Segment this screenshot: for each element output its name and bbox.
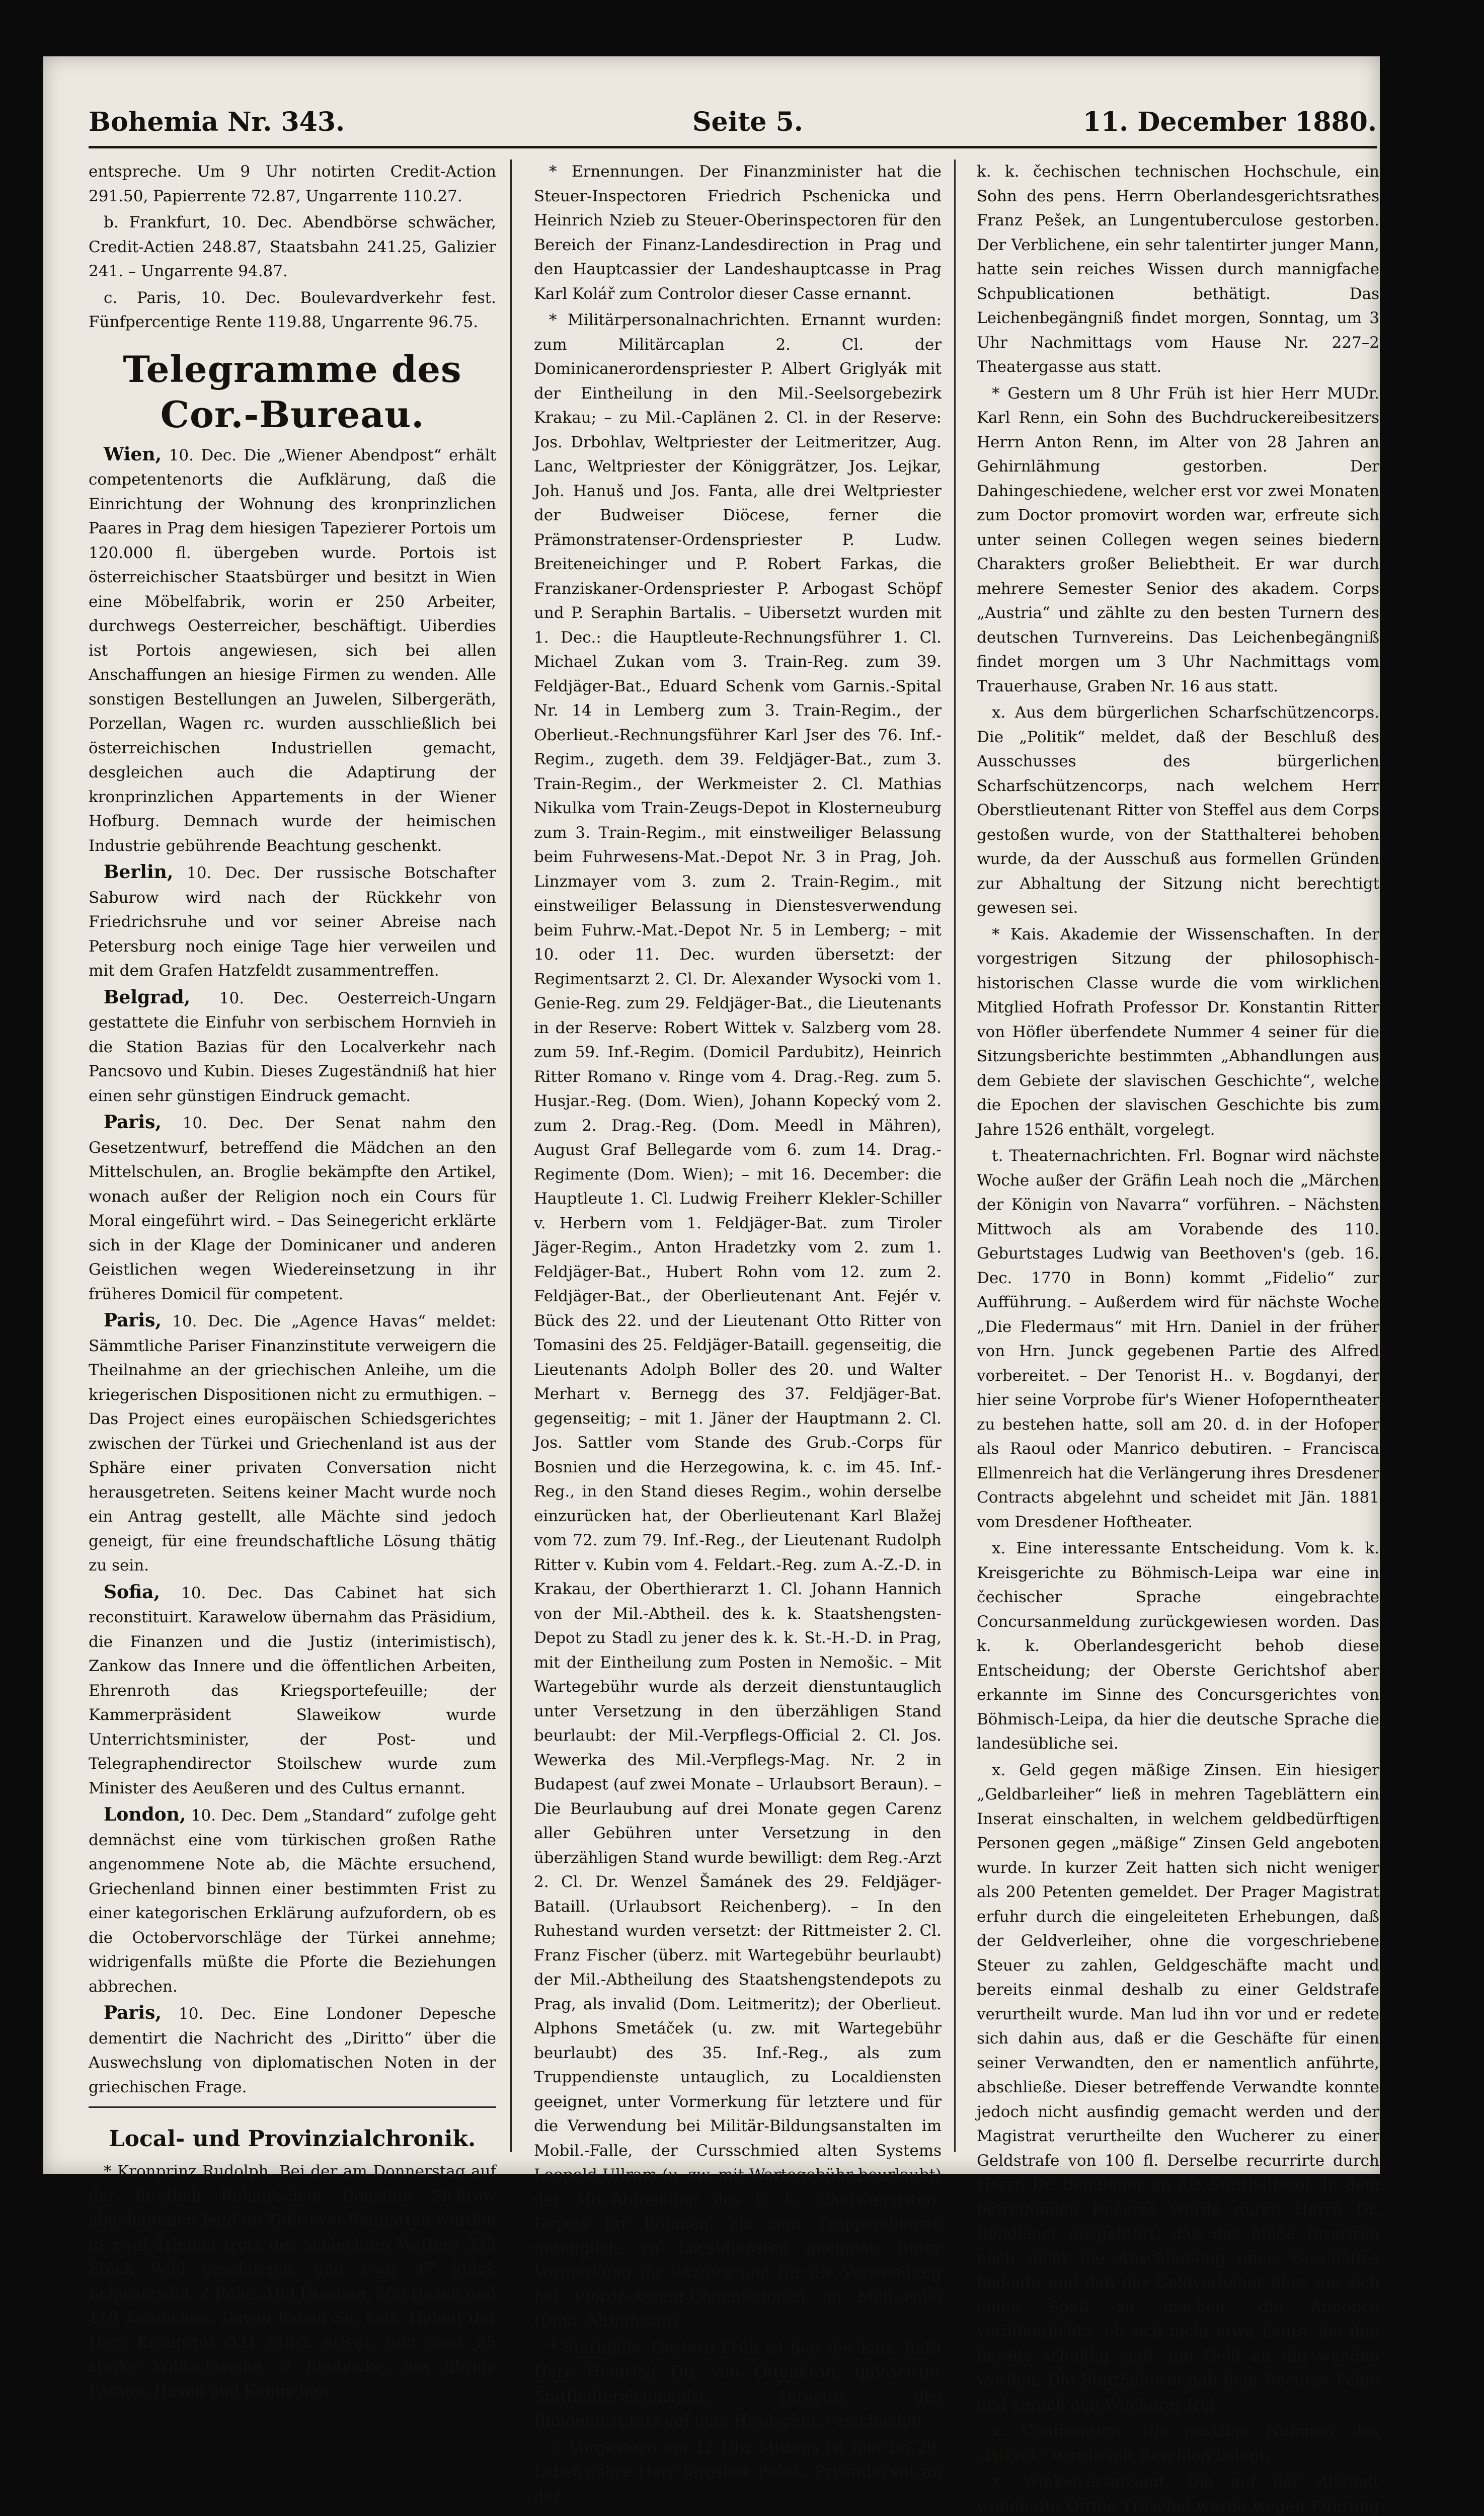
header-page-number: Seite 5. [692,107,803,137]
header-date: 11. December 1880. [1082,107,1377,137]
telegram-text: 10. Dec. Die „Agence Havas“ meldet: Sämmtliche Pariser Finanzinstitute verweigern die Theilnahme an der griechischen Anleihe, um die kriegerischen Dispositionen nicht zu ermuthigen. – Das Project eines europäischen Schiedsgerichtes zwischen der Türkei und Griechenland ist aus der Sphäre einer privaten Conversation nicht herausgetreten. Seitens keiner Macht wurde noch ein Antrag gestellt, alle Mächte sind jedoch geneigt, für eine freundschaftliche Lösung thätig zu sein. [89,1312,496,1575]
market-report: entspreche. Um 9 Uhr notirten Credit-Action 291.50, Papierrente 72.87, Ungarrente 110.27. [89,163,496,205]
telegram-item [89,860,496,983]
telegram-item [89,1110,496,1306]
news-item: x. Confiscation. Die gestrige Nummer des „Pokrok“ wurde mit Beschlag belegt. [977,2422,1379,2465]
telegram-item [89,1802,496,1999]
telegram-text: 10. Dec. Das Cabinet hat sich reconstituirt. Karawelow übernahm das Präsidium, die Finanzen und die Justiz (interimistisch), Zankow das Innere und die öffentlichen Arbeiten, Ehrenroth das Kriegsportefeuille; der Kammerpräsident Slaweikow wurde Unterrichtsminister, der Post- und Telegraphendirector Stoilschew wurde zum Minister des Aeußeren und des Cultus ernannt. [89,1584,497,1797]
telegram-text: 10. Dec. Der Senat nahm den Gesetzentwurf, betreffend die Mädchen an den Mittelschulen, an. Broglie bekämpfte den Artikel, wonach außer der Religion noch ein Cours für Moral eingeführt wird. – Das Seinegericht erklärte sich in der Klage der Dominicaner und anderen Geistlichen wegen Wiedereinsetzung in ihr früheres Domicil für competent. [89,1114,496,1303]
telegram-item [89,2001,496,2099]
header-issue: Bohemia Nr. 343. [89,107,345,137]
column-1 [89,160,497,2400]
local-news-item: * Kronprinz Rudolph. Bei der am Donnerstag auf der fürstlich Rohan'schen Domaine Sichrow abgehaltenen Jagd im Zehrower Saugarten wurden in zwei Trieben trotz des schlechten Wetters 333 Stück Wild geschossen, und zwar 47 Stück Schwarzwild, 2 Rehe, 169 Fasanen, 505 Hasen und 110 Kaninchen. Davon haben Se. kais. Hoheit der Herr Kronprinz 331 Stück erlegt, und zwar 25 starke Wildschweine, 2 Rehböcke, das übrige Fasane, Hasen und Kaninchen. [89,2162,496,2400]
news-item: x. Vorgestern um 12 Uhr Mittags ist hier im 29. Lebensjahre Herr Jaroslaw Pešek, Privatdocent an der [534,2438,942,2505]
market-report: b. Frankfurt, 10. Dec. Abendbörse schwächer, Credit-Actien 248.87, Staatsbahn 241.25, Galizier 241. – Ungarrente 94.87. [89,213,496,280]
market-report: c. Paris, 10. Dec. Boulevardverkehr fest. Fünfpercentige Rente 119.88, Ungarrente 96.75. [89,288,496,331]
telegram-item [89,1580,496,1801]
telegram-place: Sofia, [104,1581,161,1603]
section-heading-local: Local- und Provinzialchronik. [109,2126,476,2152]
telegram-place: Wien, [104,443,162,465]
news-item: x. Eine interessante Entscheidung. Vom k. k. Kreisgerichte zu Böhmisch-Leipa war eine in čechischer Sprache eingebrachte Concursanmeldung zurückgewiesen worden. Das k. k. Oberlandesgericht behob diese Entscheidung; der Oberste Gerichtshof aber erkannte im Sinne des Concursgerichtes von Böhmisch-Leipa, da hier die deutsche Sprache die landesübliche sei. [977,1539,1379,1753]
news-item: * Militärpersonalnachrichten. Ernannt wurden: zum Militärcaplan 2. Cl. der Dominicanerordenspriester P. Albert Griglyák mit der Eintheilung in den Mil.-Seelsorgebezirk Krakau; – zu Mil.-Caplänen 2. Cl. in der Reserve: Jos. Drbohlav, Weltpriester der Leitmeritzer, Aug. Lanc, Weltpriester der Königgrätzer, Jos. Lejkar, Joh. Hanuš und Jos. Fanta, alle drei Weltpriester der Budweiser Diöcese, ferner die Prämonstratenser-Ordenspriester P. Ludw. Breiteneichinger und P. Robert Farkas, die Franziskaner-Ordenspriester P. Arbogast Schöpf und P. Seraphin Bartalis. – Uibersetzt wurden mit 1. Dec.: die Hauptleute-Rechnungsführer 1. Cl. Michael Zukan vom 3. Train-Reg. zum 39. Feldjäger-Bat., Eduard Schenk vom Garnis.-Spital Nr. 14 in Lemberg zum 3. Train-Regim., der Oberlieut.-Rechnungsführer Karl Jser des 76. Inf.-Regim., zugeth. dem 39. Feldjäger-Bat., zum 3. Train-Regim., der Werkmeister 2. Cl. Mathias Nikulka vom Train-Zeugs-Depot in Klosterneuburg zum 3. Train-Regim., mit einstweiliger Belassung beim Fuhrwesens-Mat.-Depot Nr. 3 in Prag, Joh. Linzmayer vom 3. zum 2. Train-Regim., mit einstweiliger Belassung in Dienstesverwendung beim Fuhrw.-Mat.-Depot Nr. 5 in Lemberg; – mit 10. oder 11. Dec. wurden übersetzt: der Regimentsarzt 2. Cl. Dr. Alexander Wysocki vom 1. Genie-Reg. zum 29. Feldjäger-Bat., die Lieutenants in der Reserve: Robert Wittek v. Salzberg vom 28. zum 59. Inf.-Regim. (Domicil Pardubitz), Heinrich Ritter Romano v. Ringe vom 4. Drag.-Reg. zum 5. Husjar.-Reg. (Dom. Wien), Johann Kopecký vom 2. zum 2. Drag.-Reg. (Dom. Meedl in Mähren), August Graf Bellegarde vom 6. zum 14. Drag.-Regimente (Dom. Wien); – mit 16. December: die Hauptleute 1. Cl. Ludwig Freiherr Klekler-Schiller v. Herbern vom 1. Feldjäger-Bat. zum Tiroler Jäger-Regim., Anton Hradetzky vom 2. zum 1. Feldjäger-Bat., Hubert Rohn vom 12. zum 2. Feldjäger-Bat., der Oberlieutenant Ant. Fejér v. Bück des 22. und der Lieutenant Otto Ritter von Tomasini des 25. Feldjäger-Bataill. gegenseitig, die Lieutenants Adolph Boller des 20. und Walter Merhart v. Bernegg des 37. Feldjäger-Bat. gegenseitig; – mit 1. Jäner der Hauptmann 2. Cl. Jos. Sattler vom Stande des Grub.-Corps für Bosnien und die Herzegowina, k. c. im 45. Inf.-Reg., in den Stand dieses Regim., wohin derselbe einzurücken hat, der Oberlieutenant Karl Blažej vom 72. zum 79. Inf.-Reg., der Lieutenant Rudolph Ritter v. Kubin vom 4. Feldart.-Reg. zum A.-Z.-D. in Krakau, der Oberthierarzt 1. Cl. Johann Hannich von der Mil.-Abtheil. des k. k. Staatshengsten-Depot zu Stadl zu jener des k. k. St.-H.-D. in Prag, mit der Eintheilung zum Posten in Nemošic. – Mit Wartegebühr wurde als derzeit dienstuntauglich unter Versetzung in den überzähligen Stand beurlaubt: der Mil.-Verpflegs-Official 2. Cl. Jos. Wewerka des Mil.-Verpflegs-Mag. Nr. 2 in Budapest (auf zwei Monate – Urlaubsort Beraun). – Die Beurlaubung auf drei Monate gegen Carenz aller Gebühren unter Versetzung in den überzähligen Stand wurde bewilligt: dem Reg.-Arzt 2. Cl. Dr. Wenzel Šamánek des 29. Feldjäger-Bataill. (Urlaubsort Reichenberg). – In den Ruhestand wurden versetzt: der Rittmeister 2. Cl. Franz Fischer (überz. mit Wartegebühr beurlaubt) der Mil.-Abtheilung des Staatshengstendepots zu Prag, als invalid (Dom. Leitmeritz); der Oberlieut. Alphons Smetáček (u. zw. mit Wartegebühr beurlaubt) des 35. Inf.-Reg., als zum Truppendienste untauglich, zu Localdiensten geeignet, unter Vormerkung für letztere und für die Verwendung bei Militär-Bildungsanstalten im Mobil.-Falle, der Cursschmied alten Systems Leopold Ullram (u. zw. mit Wartegebühr beurlaubt) der Mil.-Abtheilung des k. k. Staatshengsten-Depots für Böhmen, als zum Truppendienste untauglich, zu Localdiensten geeignet, unter Vormerkung für letztere und für die Verwendung bei Pferde-Assent-Commissionen im Mob.-Falle (Dom. Altbunzlau). [534,311,942,2330]
telegram-text: 10. Dec. Dem „Standard“ zufolge geht demnächst eine vom türkischen großen Rathe angenommene Note ab, die Mächte ersuchend, Griechenland binnen einer bestimmten Frist zu einer kategorischen Erklärung aufzufordern, ob es die Octobervorschläge der Türkei annehme; widrigenfalls müßte die Pforte die Beziehungen abbrechen. [89,1806,496,1996]
column-3 [977,160,1379,2515]
newspaper-page [43,56,1380,2515]
telegram-text: 10. Dec. Der russische Botschafter Saburow wird nach der Rückkehr von Friedrichsruhe und vor seiner Abreise nach Petersburg noch einige Tage hier verweilen und mit dem Grafen Hatzfeldt zusammentreffen. [89,864,496,980]
column-divider-1 [510,160,512,2152]
section-heading-telegrams: Telegramme des Cor.-Bureau. [123,347,462,436]
telegram-text: 10. Dec. Eine Londoner Depesche dementirt die Nachricht des „Diritto“ über die Auswechslung von diplomatischen Noten in der griechischen Frage. [89,2005,497,2096]
news-item: x. Winkelversatzamt. Die auf der Altstadt wohnhafte Ottilie Tröschel wurde wegen Führung [977,2473,1379,2515]
telegram-item [89,1308,496,1578]
page-header [89,87,1377,147]
news-item: * Gestern um 8 Uhr Früh ist hier Herr MUDr. Karl Renn, ein Sohn des Buchdruckereibesitzers Herrn Anton Renn, im Alter von 28 Jahren an Gehirnlähmung gestorben. Der Dahingeschiedene, welcher erst vor zwei Monaten zum Doctor promovirt worden war, erfreute sich unter seinen Collegen wegen seines biedern Charakters großer Beliebtheit. Er war durch mehrere Semester Senior des akadem. Corps „Austria“ und zählte zu den besten Turnern des deutschen Turnvereins. Das Leichenbegängniß findet morgen um 3 Uhr Nachmittags vom Trauerhause, Graben Nr. 16 aus statt. [977,384,1379,695]
telegram-text: 10. Dec. Oesterreich-Ungarn gestattete die Einfuhr von serbischem Hornvieh in die Station Bazias für den Localverkehr nach Pancsovo und Kubin. Dieses Zugeständniß hat hier einen sehr günstigen Eindruck gemacht. [89,989,496,1105]
telegram-place: London, [104,1804,186,1825]
column-divider-2 [954,160,956,2152]
telegram-place: Paris, [104,1310,162,1331]
news-item: t. Theaternachrichten. Frl. Bognar wird nächste Woche außer der Gräfin Leah noch die „Märchen der Königin von Navarra“ vorführen. – Nächsten Mittwoch als am Vorabende des 110. Geburtstages Ludwig van Beethoven's (geb. 16. Dec. 1770 in Bonn) kommt „Fidelio“ zur Aufführung. – Außerdem wird für nächste Woche „Die Fledermaus“ mit Hrn. Daniel in der früher von Hrn. Junck gegebenen Partie des Alfred vorbereitet. – Der Tenorist H.. v. Bogdanyi, der hier seine Vorprobe für's Wiener Hofoperntheater zu bestehen hatte, soll am 20. d. in der Hofoper als Raoul oder Manrico debutiren. – Francisca Ellmenreich hat die Verlängerung ihres Dresdener Contracts abgelehnt und scheidet mit Jän. 1881 vom Dresdener Hoftheater. [977,1147,1379,1531]
telegram-place: Berlin, [104,861,174,883]
telegram-place: Paris, [104,2002,162,2023]
telegram-text: 10. Dec. Die „Wiener Abendpost“ erhält competentenorts die Aufklärung, daß die Einrichtung der Wohnung des kronprinzlichen Paares in Prag dem hiesigen Tapezierer Portois um 120.000 fl. übergeben wurde. Portois ist österreichischer Staatsbürger und besitzt in Wien eine Möbelfabrik, worin er 250 Arbeiter, durchwegs Oesterreicher, beschäftigt. Uiberdies ist Portois angewiesen, sich bei allen Anschaffungen an hiesige Firmen zu wenden. Alle sonstigen Bestellungen an Juwelen, Silbergeräth, Porzellan, Wagen rc. wurden ausschließlich bei österreichischen Industriellen gemacht, desgleichen auch die Adaptirung der kronprinzlichen Appartements in der Wiener Hofburg. Demnach wurde der heimischen Industrie gebührende Beachtung geschenkt. [89,446,497,855]
news-item: * Kais. Akademie der Wissenschaften. In der vorgestrigen Sitzung der philosophisch-historischen Classe wurde die vom wirklichen Mitglied Hofrath Professor Dr. Konstantin Ritter von Höfler überfendete Nummer 4 seiner für die Sitzungsberichte bestimmten „Abhandlungen aus dem Gebiete der slavischen Geschichte“, welche die Epochen der slavischen Geschichte bis zum Jahre 1526 enthält, vorgelegt. [977,925,1379,1139]
telegram-item [89,442,496,858]
telegram-item [89,985,496,1109]
header-rule [89,146,1377,148]
telegram-place: Paris, [104,1112,162,1133]
telegram-place: Belgrad, [104,986,191,1008]
news-item: x. Geld gegen mäßige Zinsen. Ein hiesiger „Geldbarleiher“ ließ in mehren Tageblättern ein Inserat einschalten, in welchem geldbedürftigen Personen gegen „mäßige“ Zinsen Geld angeboten wurde. In kurzer Zeit hatten sich nicht weniger als 200 Petenten gemeldet. Der Prager Magistrat erfuhr durch die eingeleiteten Erhebungen, daß der Geldverleiher, ohne die vorgeschriebene Steuer zu zahlen, Geldgeschäfte macht und bereits einmal deshalb zu einer Geldstrafe verurtheilt wurde. Man lud ihn vor und er redete sich dahin aus, daß er die Geschäfte für einen seiner Verwandten, den er namentlich anführte, abschließe. Dieser betreffende Verwandte konnte jedoch nicht ausfindig gemacht werden und der Magistrat verurtheilte den Wucherer zu einer Geldstrafe von 100 fl. Derselbe recurrirte durch Herrn Dr. Bendiener an die Statthalterei. In dem betreffenden Recurse wurde durch Herrn Dr. Bendiener ausgeführt, daß das bloße Inseriren noch nicht die Abschließung eines Geschäftes bedeute und daß der Geldverleiher blos, um sich einen Spaß zu machen, die Annonce veröffentlichte, ob sich nicht etwa Leute, die ihm bereits schuldig sind, um Geld an ihn wenden werden. Die Statthalterei gab dem Recurse Folge und sprach den Wucherer frei. [977,1761,1379,2414]
section-separator [89,2106,496,2108]
news-item: * Sterbfälle. Gestern Früh ist hier der kais. Rath Herr Heinrich Ott von Ottenkron, quiescirter Statthaltereiconcipist, Director des Blindeninstituts auf dem Hradschin, verschieden. [534,2338,942,2430]
column-2 [534,160,942,2505]
news-item: k. k. čechischen technischen Hochschule, ein Sohn des pens. Herrn Oberlandesgerichtsrathes Franz Pešek, an Lungentuberculose gestorben. Der Verblichene, ein sehr talentirter junger Mann, hatte sein reiches Wissen durch mannigfache Schpublicationen bethätigt. Das Leichenbegängniß findet morgen, Sonntag, um 3 Uhr Nachmittags vom Hause Nr. 227–2 Theatergasse aus statt. [977,163,1379,376]
news-item: x. Aus dem bürgerlichen Scharfschützencorps. Die „Politik“ meldet, daß der Beschluß des Ausschusses des bürgerlichen Scharfschützencorps, nach welchem Herr Oberstlieutenant Ritter von Steffel aus dem Corps gestoßen wurde, von der Statthalterei behoben wurde, da der Ausschuß aus formellen Gründen zur Abhaltung der Sitzung nicht berechtigt gewesen sei. [977,703,1379,917]
news-item: * Ernennungen. Der Finanzminister hat die Steuer-Inspectoren Friedrich Pschenicka und Heinrich Nzieb zu Steuer-Oberinspectoren für den Bereich der Finanz-Landesdirection in Prag und den Hauptcassier der Landeshauptcasse in Prag Karl Kolář zum Controlor dieser Casse ernannt. [534,163,942,303]
